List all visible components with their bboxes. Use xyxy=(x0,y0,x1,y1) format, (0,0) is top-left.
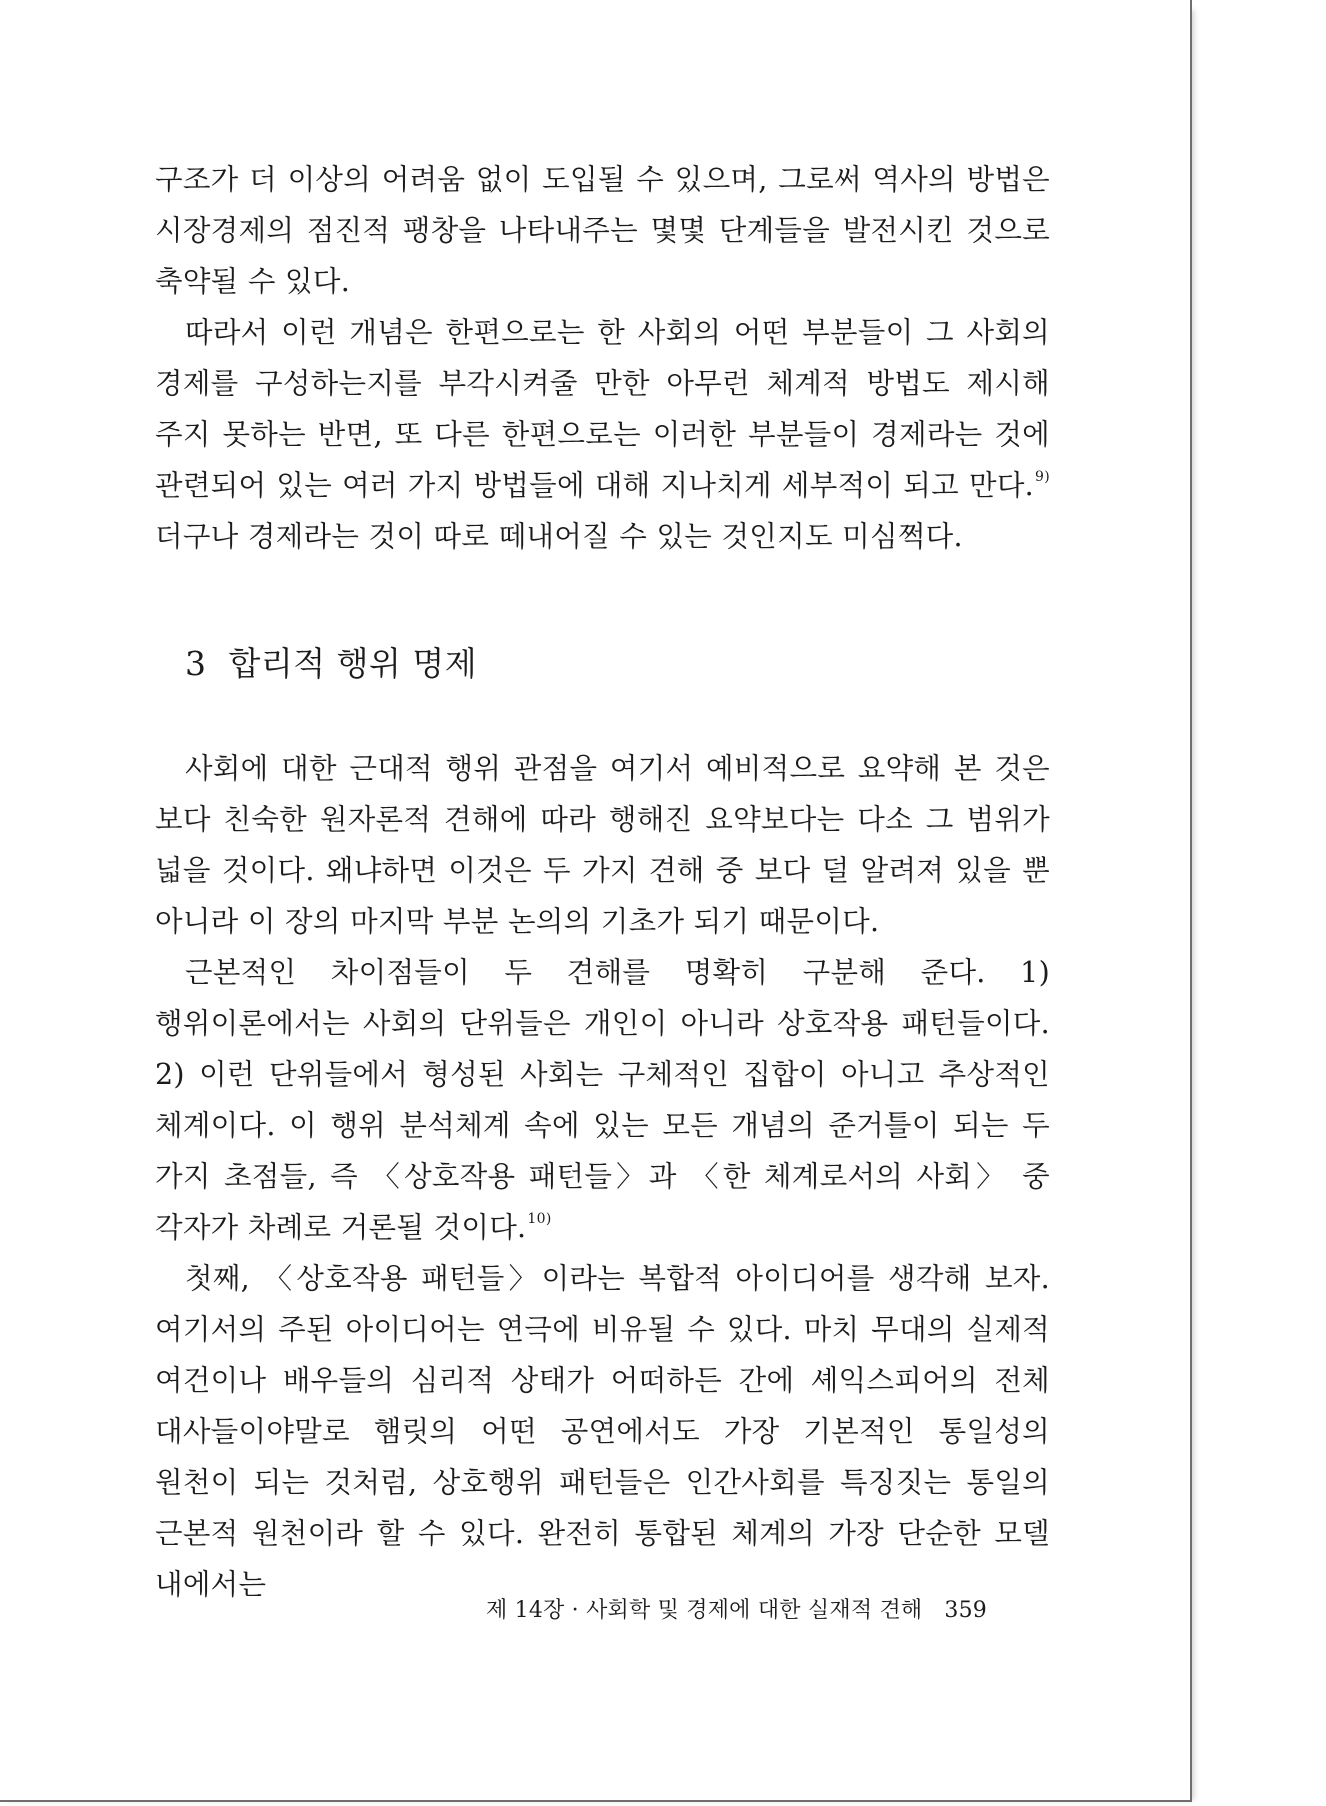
body-text-section-1 xyxy=(155,154,1050,562)
section-heading xyxy=(185,642,477,686)
paragraph: 사회에 대한 근대적 행위 관점을 여기서 예비적으로 요약해 본 것은 보다 친숙한 원자론적 견해에 따라 행해진 요약보다는 다소 그 범위가 넓을 것이다. 왜냐하면 이것은 두 가지 견해 중 보다 덜 알려져 있을 뿐 아니라 이 장의 마지막 부분 논의의 기초가 되기 때문이다. xyxy=(155,752,1050,938)
body-text-section-2 xyxy=(155,743,1050,1610)
paragraph xyxy=(155,947,1050,1253)
footnote-marker: 9) xyxy=(1035,469,1050,485)
running-head: 제 14장 · 사회학 및 경제에 대한 실재적 견해 xyxy=(486,1598,923,1623)
paragraph-text: 근본적인 차이점들이 두 견해를 명확히 구분해 준다. 1) 행위이론에서는 사회의 단위들은 개인이 아니라 상호작용 패턴들이다. 2) 이런 단위들에서 형성된 사회는 구체적인 집합이 아니고 추상적인 체계이다. 이 행위 분석체계 속에 있는 모든 개념의 준거틀이 되는 두 가지 초점들, 즉 〈상호작용 패턴들〉과 〈한 체계로서의 사회〉 중 각자가 차례로 거론될 것이다. xyxy=(155,956,1050,1244)
paragraph: 첫째, 〈상호작용 패턴들〉이라는 복합적 아이디어를 생각해 보자. 여기서의 주된 아이디어는 연극에 비유될 수 있다. 마치 무대의 실제적 여건이나 배우들의 심리적 상태가 어떠하든 간에 셰익스피어의 전체 대사들이야말로 햄릿의 어떤 공연에서도 가장 기본적인 통일성의 원천이 되는 것처럼, 상호행위 패턴들은 인간사회를 특징짓는 통일의 근본적 원천이라 할 수 있다. 완전히 통합된 체계의 가장 단순한 모델 내에서는 xyxy=(155,1262,1050,1601)
paragraph-text: 따라서 이런 개념은 한편으로는 한 사회의 어떤 부분들이 그 사회의 경제를 구성하는지를 부각시켜줄 만한 아무런 체계적 방법도 제시해 주지 못하는 반면, 또 다른 한편으로는 이러한 부분들이 경제라는 것에 관련되어 있는 여러 가지 방법들에 대해 지나치게 세부적이 되고 만다. xyxy=(155,316,1050,502)
paragraph xyxy=(155,307,1050,562)
page-number: 359 xyxy=(944,1598,987,1623)
section-title: 합리적 행위 명제 xyxy=(228,644,478,683)
page-footer xyxy=(486,1594,987,1628)
section-number: 3 xyxy=(185,644,207,683)
book-page-edges xyxy=(1188,0,1326,1806)
footnote-marker: 10) xyxy=(527,1211,552,1227)
paragraph-text-continued: 더구나 경제라는 것이 따로 떼내어질 수 있는 것인지도 미심쩍다. xyxy=(155,520,963,553)
paragraph: 구조가 더 이상의 어려움 없이 도입될 수 있으며, 그로써 역사의 방법은 시장경제의 점진적 팽창을 나타내주는 몇몇 단계들을 발전시킨 것으로 축약될 수 있다. xyxy=(155,163,1050,298)
